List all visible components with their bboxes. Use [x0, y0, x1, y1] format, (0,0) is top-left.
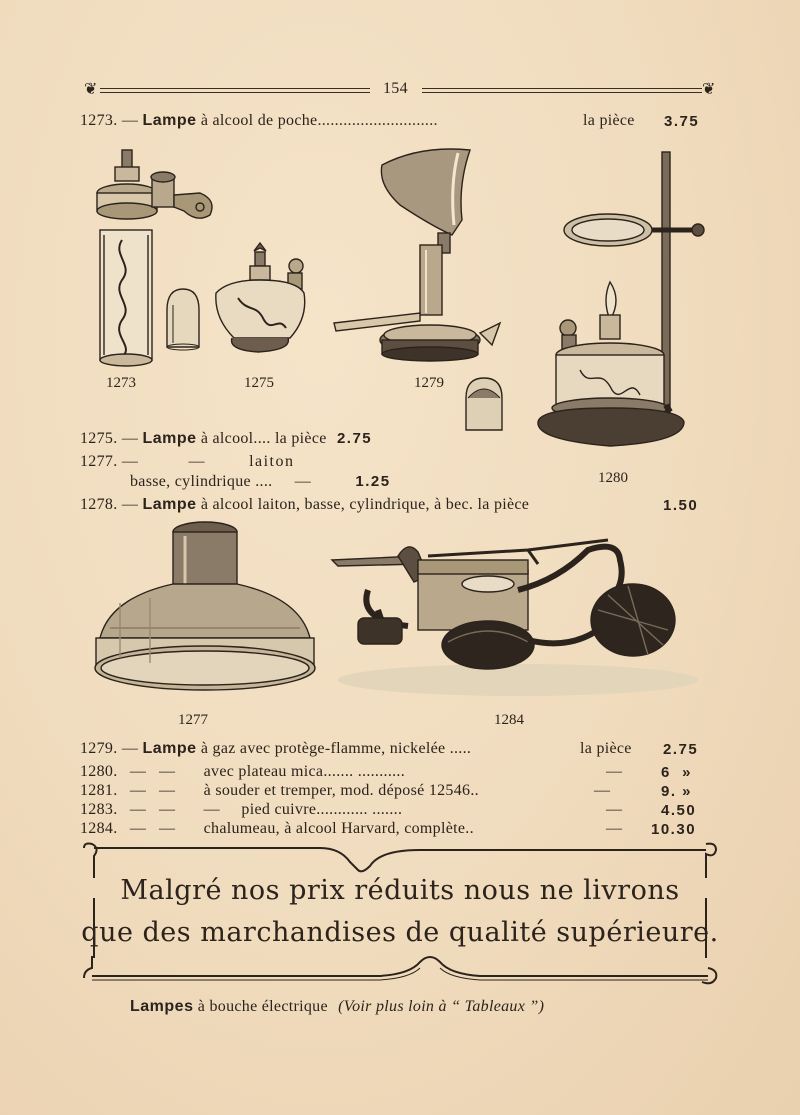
header-rule-right: [422, 88, 702, 89]
item-1277-line: [80, 453, 295, 471]
lamp-1277-illustration: [90, 518, 320, 708]
item-description-2: basse, cylindrique ....: [130, 473, 273, 490]
blowtorch-1284-illustration: [328, 530, 698, 700]
dash: —: [121, 740, 139, 757]
item-number: 1275.: [80, 430, 118, 447]
dash: — —: [129, 782, 176, 799]
item-price: 2.75: [336, 430, 373, 447]
item-1278-line: [80, 496, 529, 514]
item-description: à alcool....: [200, 430, 271, 447]
item-1275-line: [80, 430, 372, 448]
item-price: 10.30: [651, 821, 697, 838]
item-1273-price: 3.75: [664, 113, 700, 130]
dash: — —: [129, 820, 176, 837]
caption-1280: 1280: [598, 470, 628, 486]
dash: —: [294, 473, 312, 490]
item-number: 1279.: [80, 740, 118, 757]
header-ornament-right: ❦: [702, 81, 716, 98]
item-description: à alcool laiton, basse, cylindrique, à bec.: [200, 496, 474, 513]
item-number: 1278.: [80, 496, 118, 513]
item-number: 1283.: [80, 801, 118, 818]
item-description: à gaz avec protège-flamme, nickelée .....: [200, 740, 472, 757]
leader-dots: ............................: [317, 112, 438, 129]
item-description: à souder et tremper, mod. déposé 12546..: [203, 782, 479, 799]
banner-line-1: Malgré nos prix réduits nous ne livrons: [120, 875, 680, 906]
item-description: — pied cuivre............ .......: [203, 801, 403, 818]
caption-1273: 1273: [106, 375, 136, 391]
dash: —: [121, 453, 139, 470]
header-rule-right-2: [422, 92, 702, 93]
item-description: laiton: [249, 453, 295, 470]
item-unit: —: [606, 820, 623, 837]
list-item: [80, 782, 479, 800]
item-1278-price: 1.50: [663, 497, 699, 514]
dash: —: [121, 496, 139, 513]
item-1277-line-2: [130, 473, 391, 491]
item-price: 6 »: [661, 764, 693, 781]
header-rule-left: [100, 88, 370, 89]
item-description: avec plateau mica....... ...........: [203, 763, 406, 780]
item-unit: la pièce: [477, 496, 530, 513]
item-unit: —: [606, 763, 623, 780]
item-description: chalumeau, à alcool Harvard, complète..: [203, 820, 474, 837]
list-item: [80, 763, 405, 781]
item-number: 1273.: [80, 112, 118, 129]
list-item: [80, 820, 474, 838]
item-unit: la pièce: [580, 740, 632, 757]
item-price: 4.50: [661, 802, 697, 819]
caption-1275: 1275: [244, 375, 274, 391]
dash: — —: [129, 763, 176, 780]
item-price: 9. »: [661, 783, 693, 800]
item-unit: —: [594, 782, 611, 799]
lamp-1275-illustration: [208, 238, 318, 368]
lamp-cap-illustration: [163, 285, 203, 355]
item-number: 1277.: [80, 453, 118, 470]
item-unit: la pièce: [274, 430, 327, 447]
caption-1279: 1279: [414, 375, 444, 391]
footer-text: à bouche électrique: [197, 998, 328, 1015]
item-unit: —: [606, 801, 623, 818]
page-number: 154: [383, 80, 408, 97]
item-number: 1280.: [80, 763, 118, 780]
dash: — —: [129, 801, 176, 818]
item-1273-unit: la pièce: [583, 112, 635, 129]
list-item: [80, 801, 402, 819]
item-name: Lampe: [142, 740, 197, 757]
item-1273-line: [80, 112, 438, 130]
dash: —: [121, 112, 139, 129]
dash: —: [188, 453, 205, 470]
footer-italic: (Voir plus loin à “ Tableaux ”): [338, 998, 545, 1015]
list-item: [80, 740, 471, 758]
item-description: à alcool de poche: [200, 112, 318, 129]
header-rule-left-2: [100, 92, 370, 93]
banner-line-2: que des marchandises de qualité supérieure.: [81, 917, 719, 948]
footer-note: [130, 998, 544, 1016]
dash: —: [121, 430, 139, 447]
caption-1277: 1277: [178, 712, 208, 728]
item-number: 1284.: [80, 820, 118, 837]
lamp-1280-illustration: [530, 150, 710, 460]
footer-bold: Lampes: [130, 998, 194, 1015]
caption-1284: 1284: [494, 712, 524, 728]
item-name: Lampe: [142, 112, 197, 129]
lamp-1279-illustration: [330, 145, 505, 370]
item-name: Lampe: [142, 430, 197, 447]
item-number: 1281.: [80, 782, 118, 799]
item-price: 1.25: [355, 473, 391, 490]
header-ornament-left: ❦: [84, 81, 98, 98]
banner-frame: [80, 838, 720, 988]
chimney-cap-illustration: [460, 370, 510, 440]
item-name: Lampe: [142, 496, 197, 513]
item-price: 2.75: [663, 741, 699, 758]
